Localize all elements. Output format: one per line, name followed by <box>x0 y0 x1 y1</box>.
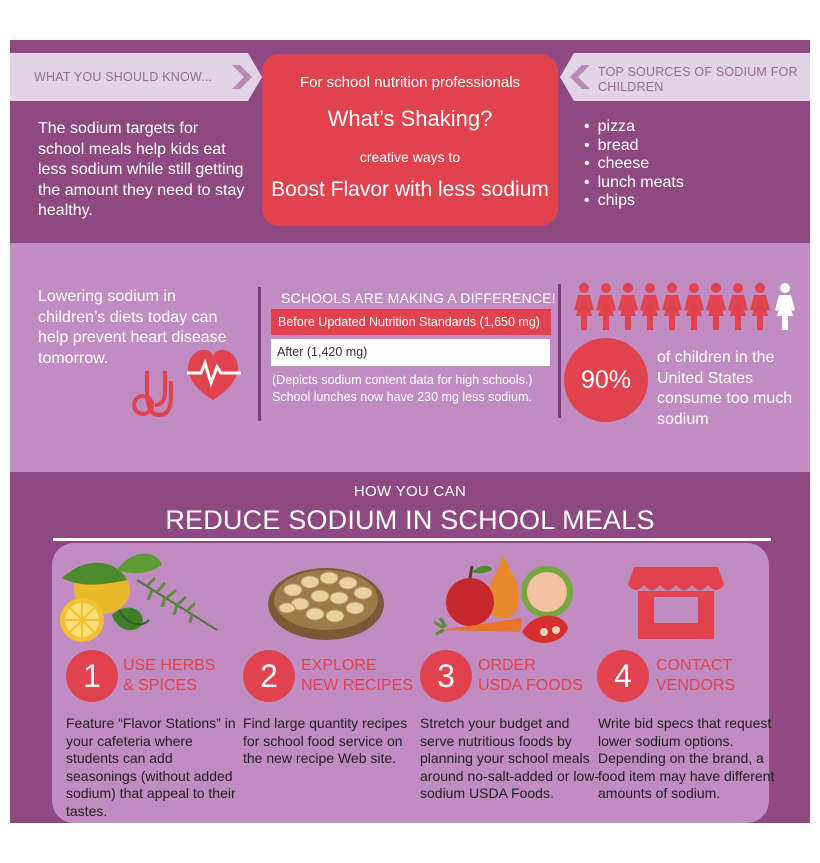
stethoscope-heart-icon <box>125 343 247 423</box>
percent-text: of children in the United States consume too much sodium <box>657 349 793 428</box>
divider <box>258 287 261 421</box>
top-sources-ribbon <box>592 53 810 101</box>
note-line: (Depicts sodium content data for high schools.) <box>272 373 533 387</box>
step-3-number: 3 <box>420 650 472 702</box>
children-figures-icon <box>572 282 800 332</box>
after-bar: After (1,420 mg) <box>271 339 550 366</box>
list-item: • chips <box>584 192 684 211</box>
top-sources-line1: TOP SOURCES OF SODIUM FOR <box>598 65 798 79</box>
step-4-description: Write bid specs that request lower sodium options. Depending on the brand, a food item may have different amounts of sodium. <box>598 715 775 801</box>
step-title-line: USE HERBS <box>123 657 216 674</box>
step-3-description: Stretch your budget and serve nutritious foods by planning your school meals around no-salt-added or low-sodium USDA Foods. <box>420 715 599 801</box>
step-title-line: & SPICES <box>123 677 197 694</box>
divider <box>558 284 561 418</box>
step-title-line: ORDER <box>478 657 536 674</box>
hero-tagline: Boost Flavor with less sodium <box>271 178 549 201</box>
hero-audience: For school nutrition professionals <box>299 74 521 91</box>
how-you-can-label: HOW YOU CAN <box>353 483 467 500</box>
step-1-number: 1 <box>66 650 118 702</box>
reduce-sodium-title: REDUCE SODIUM IN SCHOOL MEALS <box>165 505 655 535</box>
hero-card <box>262 54 558 226</box>
list-item: • lunch meats <box>584 174 684 193</box>
step-2-title <box>301 656 413 696</box>
schools-note <box>272 372 557 405</box>
heart-disease-text: Lowering sodium in children’s diets today can help prevent heart disease tomorrow. <box>38 288 227 367</box>
step-1-title <box>123 656 215 696</box>
list-item: • bread <box>584 137 684 156</box>
top-sources-line2: CHILDREN <box>598 80 664 94</box>
percent-circle: 90% <box>564 338 648 422</box>
step-title-line: NEW RECIPES <box>301 677 414 694</box>
hero-subtitle: creative ways to <box>359 149 461 165</box>
produce-icon <box>422 552 584 648</box>
step-title-line: CONTACT <box>656 657 733 674</box>
intro-text: The sodium targets for school meals help kids eat less sodium while still getting the amount they need to stay healthy. <box>38 120 245 219</box>
step-3-title <box>478 656 583 696</box>
ribbon-arrow-right <box>560 53 594 101</box>
note-line: School lunches now have 230 mg less sodium. <box>272 389 532 404</box>
ribbon-arrow-left <box>226 53 262 101</box>
list-item: • cheese <box>584 155 684 174</box>
step-1-description: Feature “Flavor Stations” in your cafeteria where students can add seasonings (without added sodium) that appeal to their tastes. <box>66 715 236 819</box>
what-you-should-know-ribbon: WHAT YOU SHOULD KNOW... <box>10 53 248 101</box>
beans-bowl-icon <box>265 558 387 644</box>
title-rule <box>53 538 771 541</box>
herbs-icon <box>57 550 222 650</box>
step-4-title <box>656 656 735 696</box>
schools-difference-title: SCHOOLS ARE MAKING A DIFFERENCE! <box>281 290 556 306</box>
list-item: • pizza <box>584 118 684 137</box>
step-title-line: EXPLORE <box>301 657 377 674</box>
step-4-number: 4 <box>597 650 649 702</box>
step-2-number: 2 <box>243 650 295 702</box>
storefront-icon <box>628 563 724 639</box>
step-2-description: Find large quantity recipes for school food service on the new recipe Web site. <box>243 715 408 766</box>
step-title-line: USDA FOODS <box>478 677 583 694</box>
before-bar: Before Updated Nutrition Standards (1,650 mg) <box>271 309 551 335</box>
step-title-line: VENDORS <box>656 677 736 694</box>
sodium-sources-list <box>584 118 684 211</box>
hero-title: What’s Shaking? <box>327 106 493 131</box>
